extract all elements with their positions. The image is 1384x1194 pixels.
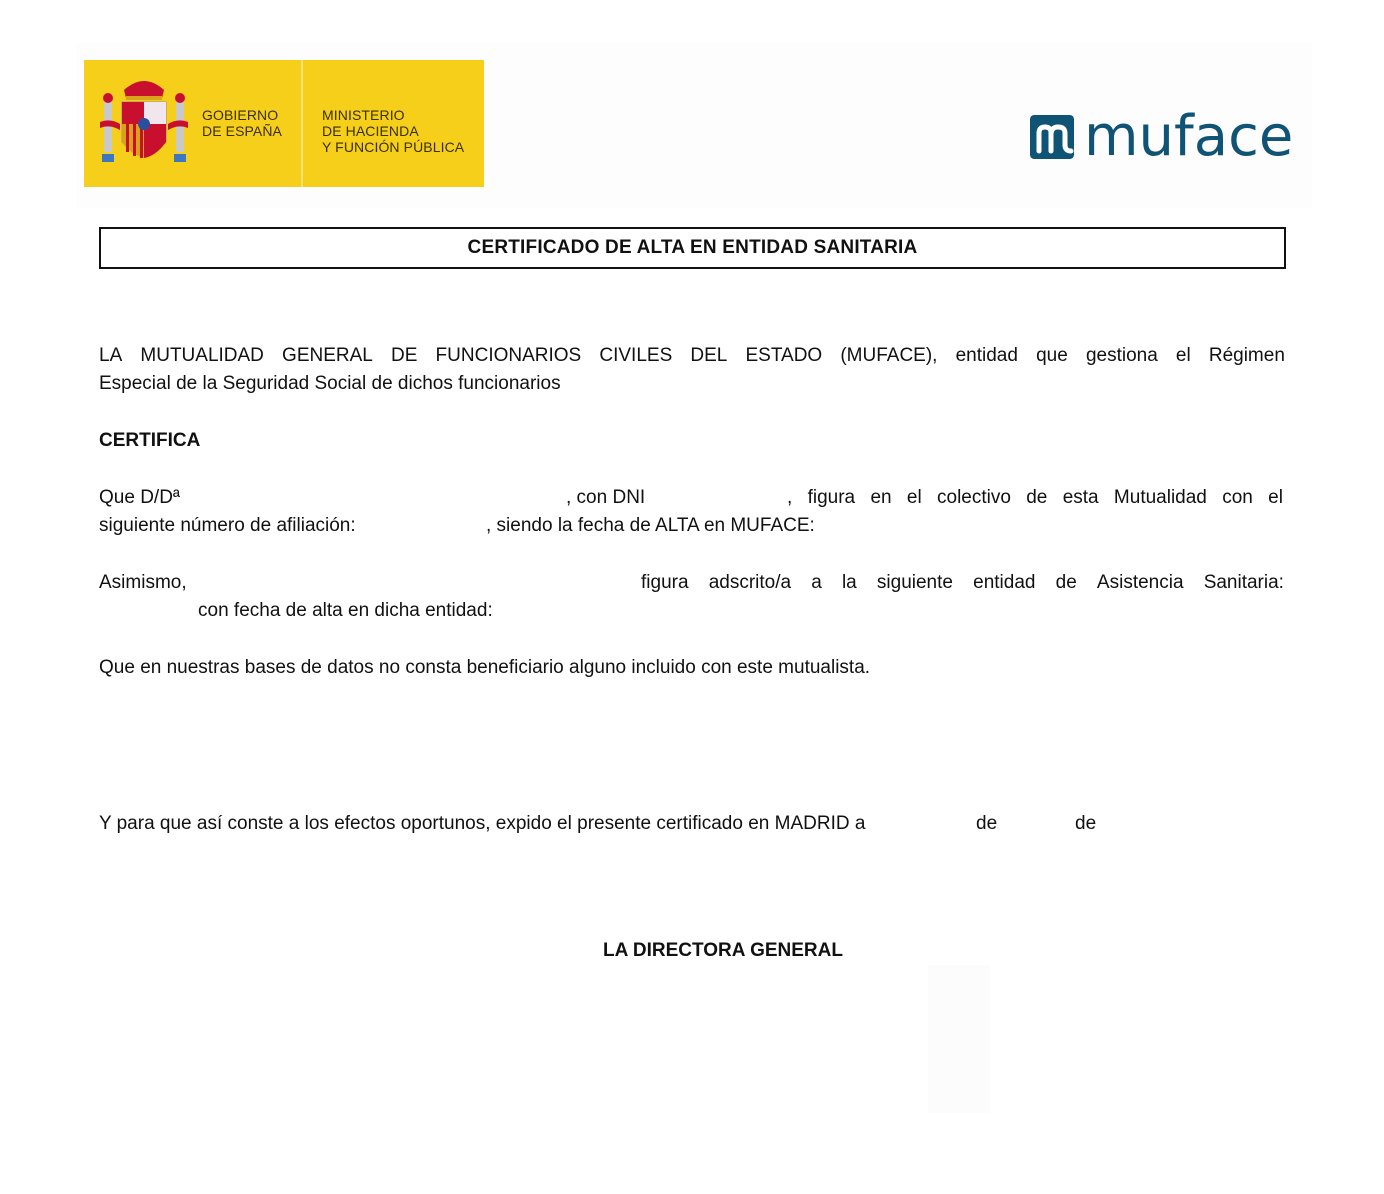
signature-area <box>928 965 990 1113</box>
word: Sanitaria: <box>1203 572 1284 593</box>
signature-title: LA DIRECTORA GENERAL <box>603 940 843 961</box>
word: entidad <box>955 345 1018 366</box>
word: Mutualidad <box>1113 487 1207 508</box>
ministry-name-line3: Y FUNCIÓN PÚBLICA <box>322 139 465 155</box>
word: Régimen <box>1208 345 1285 366</box>
word: el <box>1268 487 1283 508</box>
government-name-line1: GOBIERNO <box>202 107 279 123</box>
logo-divider <box>301 60 303 187</box>
para3-beneficiaries: Que en nuestras bases de datos no consta beneficiario alguno incluido con este mutualista. <box>99 657 871 678</box>
muface-m-icon <box>1030 115 1074 159</box>
ministry-name-line2: DE HACIENDA <box>322 123 419 139</box>
word: colectivo <box>937 487 1011 508</box>
closing-de-1: de <box>976 813 998 834</box>
closing-text: Y para que así conste a los efectos oportunos, expido el presente certificado en MADRID a <box>99 813 866 834</box>
ministry-name <box>322 107 464 155</box>
word: en <box>870 487 892 508</box>
word: ESTADO <box>745 345 823 366</box>
para1-alta-label: , siendo la fecha de ALTA en MUFACE: <box>486 515 815 536</box>
word: GENERAL <box>282 345 373 366</box>
document-title: CERTIFICADO DE ALTA EN ENTIDAD SANITARIA <box>467 237 918 258</box>
intro-line-1 <box>99 345 1285 367</box>
para2-line1-rest <box>641 572 1284 594</box>
word: DE <box>391 345 418 366</box>
word: figura <box>641 572 689 593</box>
word: esta <box>1062 487 1099 508</box>
word: MUTUALIDAD <box>140 345 264 366</box>
word: LA <box>99 345 123 366</box>
word: gestiona <box>1085 345 1158 366</box>
muface-logo <box>1030 104 1294 169</box>
word: entidad <box>973 572 1036 593</box>
muface-wordmark: muface <box>1084 104 1294 169</box>
word: FUNCIONARIOS <box>435 345 582 366</box>
para1-que: Que D/Dª <box>99 487 180 508</box>
word: que <box>1036 345 1068 366</box>
government-name-line2: DE ESPAÑA <box>202 123 282 139</box>
certifica-heading: CERTIFICA <box>99 430 201 451</box>
word: de <box>1055 572 1077 593</box>
word: la <box>841 572 857 593</box>
spain-coat-of-arms-icon <box>100 72 188 168</box>
government-name <box>202 107 282 139</box>
word: siguiente <box>876 572 953 593</box>
word: el <box>1175 345 1191 366</box>
intro-line-2: Especial de la Seguridad Social de dichos funcionarios <box>99 373 561 394</box>
word: DEL <box>690 345 728 366</box>
word: de <box>1026 487 1048 508</box>
word: el <box>906 487 922 508</box>
word: adscrito/a <box>708 572 792 593</box>
ministry-name-line1: MINISTERIO <box>322 107 405 123</box>
para1-affiliation-label: siguiente número de afiliación: <box>99 515 356 536</box>
word: , <box>787 487 793 508</box>
para1-con-dni: , con DNI <box>566 487 646 508</box>
word: CIVILES <box>599 345 673 366</box>
document-title-box <box>99 227 1286 269</box>
closing-de-2: de <box>1075 813 1097 834</box>
word: con <box>1222 487 1253 508</box>
word: figura <box>807 487 856 508</box>
word: a <box>811 572 822 593</box>
word: Asistencia <box>1096 572 1184 593</box>
para1-line1-rest <box>787 487 1283 509</box>
word: (MUFACE), <box>840 345 938 366</box>
para2-asimismo: Asimismo, <box>99 572 187 593</box>
para2-entity-date-label: con fecha de alta en dicha entidad: <box>198 600 493 621</box>
